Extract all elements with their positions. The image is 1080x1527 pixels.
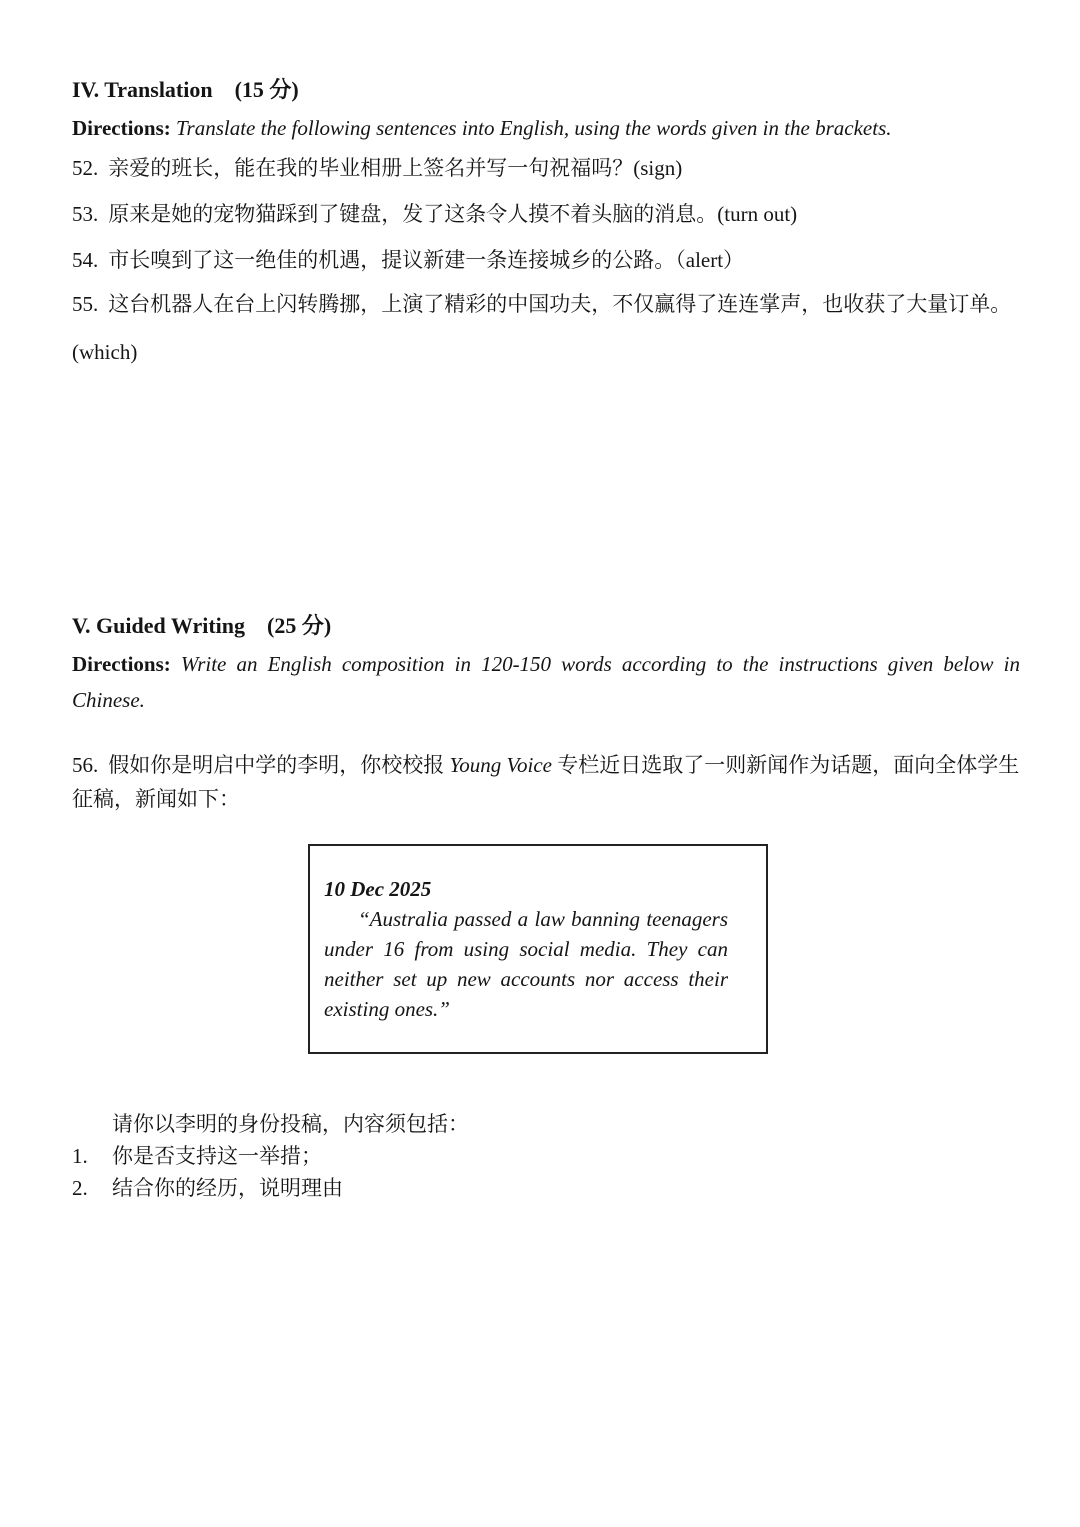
requirements-intro: 请你以李明的身份投稿，内容须包括： bbox=[112, 1112, 469, 1136]
question-text: 原来是她的宠物猫踩到了键盘，发了这条令人摸不着头脑的消息。(turn out) bbox=[108, 202, 798, 226]
question-55 bbox=[72, 280, 1020, 376]
question-54 bbox=[72, 242, 1020, 278]
column-name: Young Voice bbox=[449, 753, 552, 777]
question-number: 54. bbox=[72, 248, 99, 272]
translation-score: (15 分) bbox=[234, 77, 299, 102]
requirement-text: 你是否支持这一举措； bbox=[112, 1144, 322, 1168]
translation-directions bbox=[72, 110, 1020, 146]
question-text: 这台机器人在台上闪转腾挪，上演了精彩的中国功夫，不仅赢得了连连掌声，也收获了大量订单。(which) bbox=[72, 292, 1012, 364]
requirement-number: 1. bbox=[72, 1144, 88, 1168]
writing-heading bbox=[72, 612, 1020, 640]
question-number: 56. bbox=[72, 753, 99, 777]
writing-score: (25 分) bbox=[267, 613, 332, 638]
translation-heading bbox=[72, 76, 1020, 104]
translation-section bbox=[72, 76, 1020, 376]
question-56 bbox=[72, 748, 1020, 816]
translation-title: IV. Translation bbox=[72, 77, 213, 102]
question-number: 53. bbox=[72, 202, 99, 226]
question-text-after: 专栏近日选取了一则新闻作为话题，面向全体学生征稿，新闻如下： bbox=[72, 753, 1020, 811]
translation-directions-text: Translate the following sentences into English, using the words given in the brackets. bbox=[176, 116, 892, 140]
writing-directions bbox=[72, 646, 1020, 718]
writing-directions-label: Directions: bbox=[72, 652, 171, 676]
news-box bbox=[308, 844, 768, 1054]
question-number: 52. bbox=[72, 156, 99, 180]
list-item bbox=[72, 1140, 1020, 1172]
requirements bbox=[72, 1108, 1020, 1204]
requirement-number: 2. bbox=[72, 1176, 88, 1200]
writing-section bbox=[72, 612, 1020, 816]
requirements-list bbox=[72, 1140, 1020, 1204]
requirement-text: 结合你的经历，说明理由 bbox=[112, 1176, 343, 1200]
question-number: 55. bbox=[72, 292, 99, 316]
writing-title: V. Guided Writing bbox=[72, 613, 246, 638]
question-text: 市长嗅到了这一绝佳的机遇，提议新建一条连接城乡的公路。（alert） bbox=[108, 248, 745, 272]
question-text: 亲爱的班长，能在我的毕业相册上签名并写一句祝福吗？(sign) bbox=[108, 156, 683, 180]
writing-directions-text: Write an English composition in 120-150 words according to the instructions given below in Chinese. bbox=[72, 652, 1020, 712]
question-text-before: 假如你是明启中学的李明，你校校报 bbox=[108, 753, 450, 777]
question-52 bbox=[72, 150, 1020, 186]
list-item bbox=[72, 1172, 1020, 1204]
news-date: 10 Dec 2025 bbox=[324, 877, 432, 901]
question-53 bbox=[72, 196, 1020, 232]
translation-directions-label: Directions: bbox=[72, 116, 171, 140]
news-quote: “Australia passed a law banning teenagers under 16 from using social media. They can neither set up new accounts nor access their existing ones.” bbox=[324, 907, 728, 1021]
